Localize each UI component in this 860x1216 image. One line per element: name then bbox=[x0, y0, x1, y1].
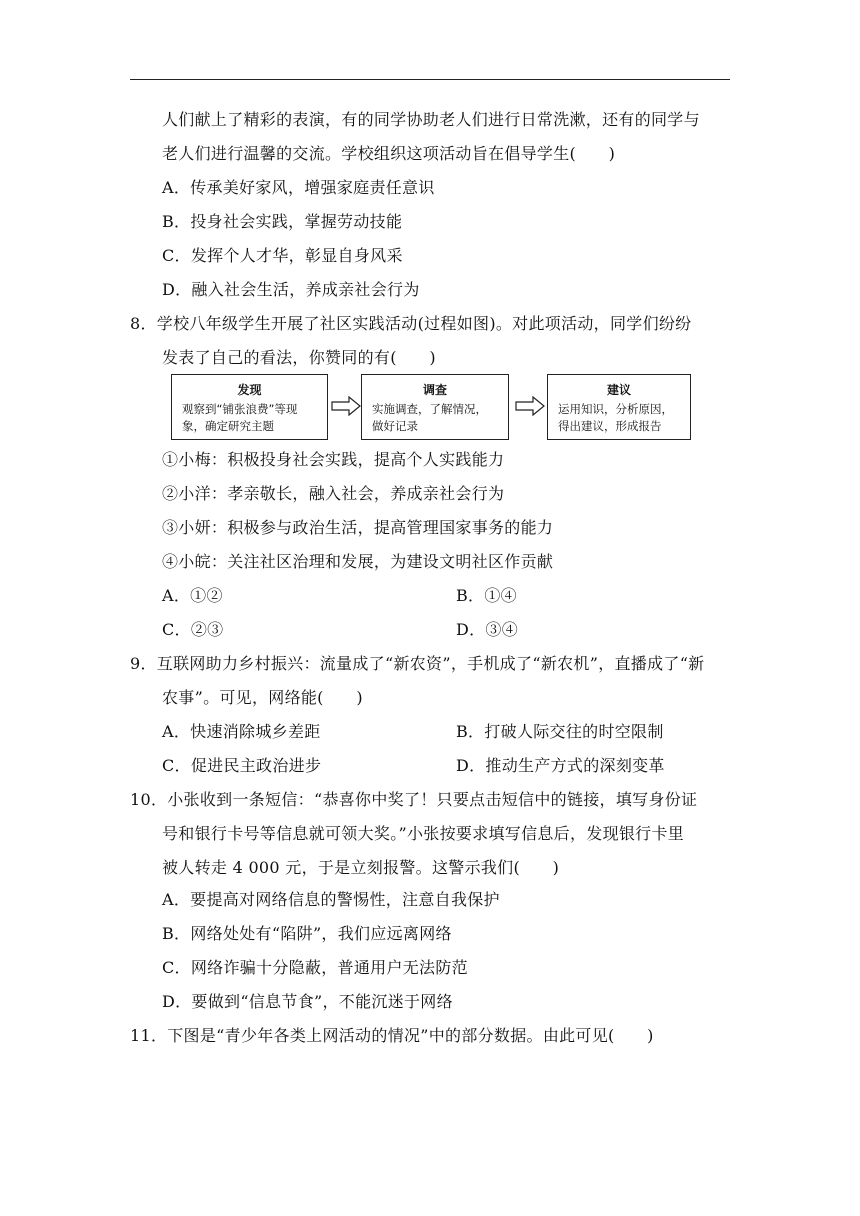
q7-stem-line1: 人们献上了精彩的表演，有的同学协助老人们进行日常洗漱，还有的同学与 bbox=[162, 110, 700, 129]
header-rule bbox=[130, 79, 730, 80]
q8-stem-line2: 发表了自己的看法，你赞同的有( ) bbox=[162, 348, 436, 367]
flow-box-desc: 观察到“铺张浪费”等现 象，确定研究主题 bbox=[182, 402, 298, 433]
q8-option-a[interactable]: A．①② bbox=[162, 586, 223, 605]
q9-option-b[interactable]: B．打破人际交往的时空限制 bbox=[456, 722, 664, 741]
q9-option-a[interactable]: A．快速消除城乡差距 bbox=[162, 722, 321, 741]
q11-stem-line1: 11．下图是“青少年各类上网活动的情况”中的部分数据。由此可见( ) bbox=[130, 1026, 654, 1045]
q8-flow-diagram bbox=[171, 374, 691, 442]
q10-option-a[interactable]: A．要提高对网络信息的警惕性，注意自我保护 bbox=[162, 890, 500, 909]
q8-item-1: ①小梅：积极投身社会实践，提高个人实践能力 bbox=[162, 450, 505, 469]
q10-stem-line1: 10．小张收到一条短信：“恭喜你中奖了！只要点击短信中的链接，填写身份证 bbox=[130, 790, 698, 809]
arrow-right-icon bbox=[515, 396, 545, 416]
q8-option-d[interactable]: D．③④ bbox=[456, 620, 519, 639]
q9-stem-line2: 农事”。可见，网络能( ) bbox=[162, 688, 363, 707]
flow-box-discover bbox=[171, 374, 328, 440]
q8-option-c[interactable]: C．②③ bbox=[162, 620, 224, 639]
flow-box-desc: 实施调查，了解情况， 做好记录 bbox=[372, 402, 487, 433]
arrow-right-icon bbox=[331, 396, 361, 416]
q9-option-c[interactable]: C．促进民主政治进步 bbox=[162, 756, 322, 775]
q7-option-c[interactable]: C．发挥个人才华，彰显自身风采 bbox=[162, 246, 403, 265]
q8-stem-line1: 8．学校八年级学生开展了社区实践活动(过程如图)。对此项活动，同学们纷纷 bbox=[130, 314, 692, 333]
flow-box-title: 调查 bbox=[422, 383, 447, 397]
q7-option-d[interactable]: D．融入社会生活，养成亲社会行为 bbox=[162, 280, 420, 299]
q10-stem-line2: 号和银行卡号等信息就可领大奖。”小张按要求填写信息后，发现银行卡里 bbox=[162, 824, 685, 843]
q8-item-4: ④小皖：关注社区治理和发展，为建设文明社区作贡献 bbox=[162, 552, 554, 571]
flow-box-title: 发现 bbox=[237, 383, 262, 397]
q9-stem-line1: 9．互联网助力乡村振兴：流量成了“新农资”，手机成了“新农机”，直播成了“新 bbox=[130, 654, 705, 673]
flow-box-suggest bbox=[547, 374, 691, 440]
q8-option-b[interactable]: B．①④ bbox=[456, 586, 517, 605]
flow-box-investigate bbox=[361, 374, 509, 440]
q10-stem-line3: 被人转走 4 000 元，于是立刻报警。这警示我们( ) bbox=[162, 858, 560, 877]
q9-option-d[interactable]: D．推动生产方式的深刻变革 bbox=[456, 756, 665, 775]
q7-option-b[interactable]: B．投身社会实践，掌握劳动技能 bbox=[162, 212, 403, 231]
q10-option-d[interactable]: D．要做到“信息节食”，不能沉迷于网络 bbox=[162, 992, 453, 1011]
q10-option-c[interactable]: C．网络诈骗十分隐蔽，普通用户无法防范 bbox=[162, 958, 468, 977]
q10-option-b[interactable]: B．网络处处有“陷阱”，我们应远离网络 bbox=[162, 924, 452, 943]
flow-box-desc: 运用知识，分析原因， 得出建议，形成报告 bbox=[558, 402, 673, 433]
flow-box-title: 建议 bbox=[606, 383, 631, 397]
q7-option-a[interactable]: A．传承美好家风，增强家庭责任意识 bbox=[162, 178, 435, 197]
q8-item-2: ②小洋：孝亲敬长，融入社会，养成亲社会行为 bbox=[162, 484, 505, 503]
q7-stem-line2: 老人们进行温馨的交流。学校组织这项活动旨在倡导学生( ) bbox=[162, 144, 616, 163]
q8-item-3: ③小妍：积极参与政治生活，提高管理国家事务的能力 bbox=[162, 518, 554, 537]
